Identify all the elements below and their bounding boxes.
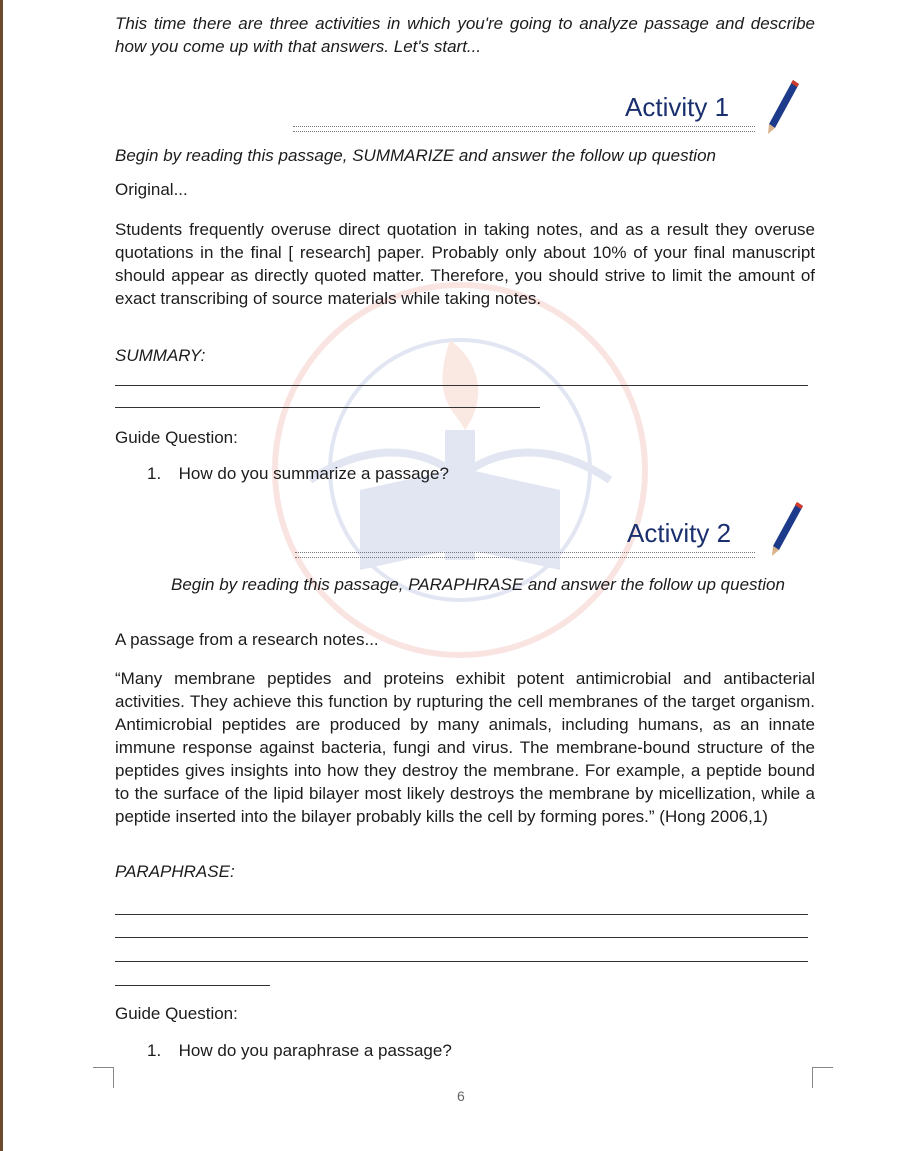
crop-mark-right — [812, 1067, 833, 1088]
paraphrase-line-2[interactable] — [115, 937, 808, 938]
activity-2-question-number: 1. — [147, 1041, 162, 1060]
activity-1-question: How do you summarize a passage? — [178, 464, 449, 483]
crop-mark-left — [93, 1067, 114, 1088]
pencil-icon — [767, 500, 807, 558]
summary-label: SUMMARY: — [115, 346, 206, 365]
summary-line-2[interactable] — [115, 407, 540, 408]
activity-1-label: Original... — [115, 180, 188, 199]
activity-1-passage: Students frequently overuse direct quotation in taking notes, and as a result they overuse quotations in the final [ research] paper. Probably only about 10% of your final manuscript should appear as directly quoted matter. Therefore, you should strive to limit the amount of exact transcribing of source materials while taking notes. — [115, 220, 815, 308]
activity-1-guide-label: Guide Question: — [115, 428, 238, 447]
pencil-icon — [763, 78, 803, 136]
paraphrase-line-1[interactable] — [115, 914, 808, 915]
summary-line-1[interactable] — [115, 385, 808, 386]
activity-1-divider — [293, 126, 755, 132]
activity-2-instruction: Begin by reading this passage, PARAPHRASE and answer the follow up question — [171, 575, 785, 594]
document-page — [115, 0, 815, 1151]
activity-2-title: Activity 2 — [627, 518, 732, 548]
activity-1-title: Activity 1 — [625, 92, 730, 122]
page-number: 6 — [457, 1088, 465, 1104]
activity-2-passage: “Many membrane peptides and proteins exhibit potent antimicrobial and antibacterial activities. They achieve this function by rupturing the cell membranes of the target organism. Antimicrobial peptides are produced by many animals, including humans, as an innate immune response against bacteria, fungi and virus. The membrane-bound structure of the peptides gives insights into how they destroy the membrane. For example, a peptide bound to the surface of the lipid bilayer most likely destroys the membrane by micellization, while a peptide inserted into the bilayer probably kills the cell by forming pores.” (Hong 2006,1) — [115, 669, 815, 826]
activity-1-question-number: 1. — [147, 464, 162, 483]
activity-2-guide-label: Guide Question: — [115, 1004, 238, 1023]
paraphrase-line-3[interactable] — [115, 961, 808, 962]
activity-2-divider — [295, 552, 755, 558]
paraphrase-line-4[interactable] — [115, 985, 270, 986]
activity-2-label: A passage from a research notes... — [115, 630, 379, 649]
page-edge — [0, 0, 3, 1151]
activity-1-instruction: Begin by reading this passage, SUMMARIZE and answer the follow up question — [115, 146, 716, 165]
intro-text: This time there are three activities in which you're going to analyze passage and describe how you come up with that answers. Let's start... — [115, 14, 815, 56]
paraphrase-label: PARAPHRASE: — [115, 862, 235, 881]
activity-2-question: How do you paraphrase a passage? — [178, 1041, 452, 1060]
